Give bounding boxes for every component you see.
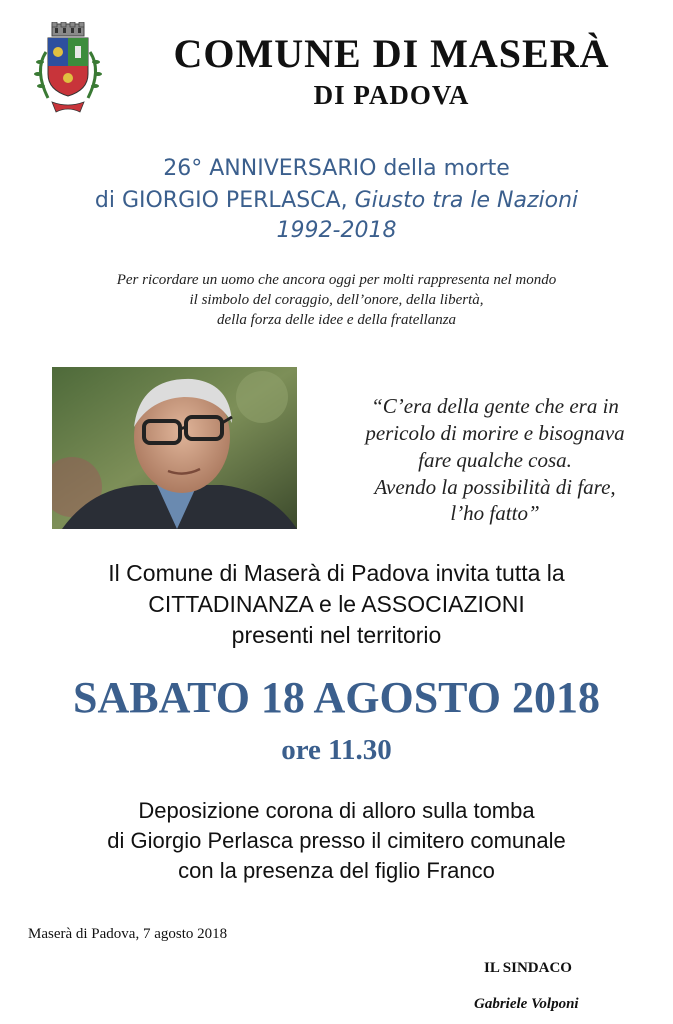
anniversary-name-line xyxy=(0,188,673,213)
anniversary-line: 26° ANNIVERSARIO della morte xyxy=(163,156,510,181)
invitation-line: presenti nel territorio xyxy=(231,622,442,648)
quote-line: Avendo la possibilità di fare, xyxy=(374,475,616,499)
mayor-signature: Gabriele Volponi xyxy=(474,996,579,1012)
page-subtitle: DI PADOVA xyxy=(313,80,470,110)
description-line: con la presenza del figlio Franco xyxy=(178,858,495,883)
page-title: COMUNE DI MASERÀ xyxy=(173,31,610,76)
invitation-line: Il Comune di Maserà di Padova invita tutta la xyxy=(108,560,565,586)
place-date: Maserà di Padova, 7 agosto 2018 xyxy=(28,926,228,942)
invitation-line: CITTADINANZA e le ASSOCIAZIONI xyxy=(148,591,525,617)
description-line: Deposizione corona di alloro sulla tomba xyxy=(138,798,535,823)
event-time: ore 11.30 xyxy=(281,734,392,766)
mayor-title: IL SINDACO xyxy=(484,960,572,976)
intro-line: Per ricordare un uomo che ancora oggi per molti rappresenta nel mondo xyxy=(116,272,557,288)
quote-line: “C’era della gente che era in xyxy=(371,394,619,418)
event-date: SABATO 18 AGOSTO 2018 xyxy=(73,673,600,722)
anniversary-name: di GIORGIO PERLASCA, xyxy=(94,188,348,213)
quote-line: fare qualche cosa. xyxy=(418,448,572,472)
intro-line: della forza delle idee e della fratellanza xyxy=(216,312,457,328)
anniversary-honor: Giusto tra le Nazioni xyxy=(354,188,579,213)
coat-of-arms-icon xyxy=(28,22,108,114)
portrait-photo xyxy=(52,367,297,529)
anniversary-years: 1992-2018 xyxy=(276,218,397,243)
quote-line: pericolo di morire e bisognava xyxy=(365,421,625,445)
quote-line: l’ho fatto” xyxy=(450,501,540,525)
intro-line: il simbolo del coraggio, dell’onore, della libertà, xyxy=(189,292,484,308)
description-line: di Giorgio Perlasca presso il cimitero comunale xyxy=(107,828,566,853)
